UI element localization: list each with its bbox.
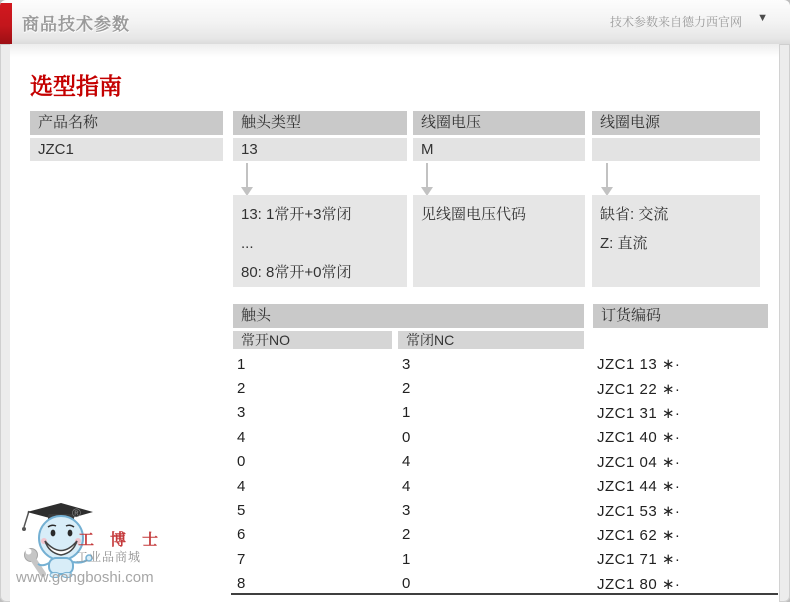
order-code: JZC1 44 ∗· bbox=[597, 478, 681, 496]
note-line: 80: 8常开+0常闭 bbox=[241, 264, 352, 281]
nc-count: 3 bbox=[402, 502, 411, 520]
brand-subtitle: 工业品商城 bbox=[76, 550, 142, 564]
table-row bbox=[233, 474, 778, 498]
table-row bbox=[233, 523, 778, 547]
order-code: JZC1 04 ∗· bbox=[597, 453, 681, 471]
value-coil-supply bbox=[592, 138, 760, 161]
note-line: ... bbox=[241, 235, 254, 252]
content-area bbox=[10, 44, 780, 602]
table-row bbox=[233, 352, 778, 376]
no-count: 0 bbox=[237, 453, 246, 471]
table-row bbox=[233, 450, 778, 474]
panel-title: 商品技术参数 bbox=[22, 15, 130, 34]
brand-url-link[interactable]: www.gongboshi.com bbox=[16, 569, 154, 586]
no-count: 6 bbox=[237, 526, 246, 544]
table-row bbox=[233, 498, 778, 522]
no-count: 4 bbox=[237, 477, 246, 495]
order-code: JZC1 80 ∗· bbox=[597, 575, 681, 593]
table-header-order-code: 订货编码 bbox=[593, 304, 768, 328]
nc-count: 2 bbox=[402, 526, 411, 544]
nc-count: 4 bbox=[402, 453, 411, 471]
nc-count: 2 bbox=[402, 380, 411, 398]
table-row bbox=[233, 401, 778, 425]
panel-header bbox=[0, 0, 790, 45]
no-count: 7 bbox=[237, 550, 246, 568]
red-accent-bar bbox=[0, 3, 12, 44]
order-code: JZC1 22 ∗· bbox=[597, 380, 681, 398]
order-code: JZC1 71 ∗· bbox=[597, 551, 681, 569]
note-line: 见线圈电压代码 bbox=[421, 206, 527, 223]
brand-name: 工 博 士 bbox=[78, 532, 165, 549]
value-coil-voltage: M bbox=[413, 138, 585, 161]
table-row bbox=[233, 547, 778, 571]
no-count: 3 bbox=[237, 404, 246, 422]
no-count: 4 bbox=[237, 428, 246, 446]
order-code: JZC1 62 ∗· bbox=[597, 526, 681, 544]
value-contact-type: 13 bbox=[233, 138, 407, 161]
table-row bbox=[233, 376, 778, 400]
order-code: JZC1 13 ∗· bbox=[597, 356, 681, 374]
note-coil-voltage bbox=[413, 195, 585, 287]
order-table-body bbox=[233, 352, 778, 596]
section-title: 选型指南 bbox=[30, 73, 122, 99]
no-count: 5 bbox=[237, 502, 246, 520]
note-line: 缺省: 交流 bbox=[600, 206, 669, 223]
note-line: 13: 1常开+3常闭 bbox=[241, 206, 352, 223]
order-code: JZC1 31 ∗· bbox=[597, 404, 681, 422]
registered-trademark-icon: ® bbox=[72, 506, 81, 520]
note-line: Z: 直流 bbox=[600, 235, 648, 252]
nc-count: 1 bbox=[402, 404, 411, 422]
nc-count: 0 bbox=[402, 575, 411, 593]
table-subheader-nc: 常闭NC bbox=[398, 331, 584, 349]
note-contact-type bbox=[233, 195, 407, 287]
down-arrow-icon bbox=[241, 163, 253, 196]
column-header-coil-voltage: 线圈电压 bbox=[413, 111, 585, 135]
source-note: 技术参数来自德力西官网 bbox=[609, 15, 742, 29]
column-header-product-name: 产品名称 bbox=[30, 111, 223, 135]
nc-count: 3 bbox=[402, 355, 411, 373]
table-subheader-no: 常开NO bbox=[233, 331, 392, 349]
nc-count: 1 bbox=[402, 550, 411, 568]
no-count: 1 bbox=[237, 355, 246, 373]
header-shadow bbox=[10, 44, 779, 57]
no-count: 2 bbox=[237, 380, 246, 398]
table-header-contacts: 触头 bbox=[233, 304, 584, 328]
value-product-name: JZC1 bbox=[30, 138, 223, 161]
down-arrow-icon bbox=[601, 163, 613, 196]
nc-count: 0 bbox=[402, 428, 411, 446]
table-row bbox=[233, 425, 778, 449]
note-coil-supply bbox=[592, 195, 760, 287]
chevron-down-icon[interactable]: ▼ bbox=[757, 12, 768, 24]
column-header-contact-type: 触头类型 bbox=[233, 111, 407, 135]
table-bottom-border bbox=[231, 593, 778, 595]
nc-count: 4 bbox=[402, 477, 411, 495]
order-code: JZC1 53 ∗· bbox=[597, 502, 681, 520]
no-count: 8 bbox=[237, 575, 246, 593]
down-arrow-icon bbox=[421, 163, 433, 196]
column-header-coil-supply: 线圈电源 bbox=[592, 111, 760, 135]
order-code: JZC1 40 ∗· bbox=[597, 429, 681, 447]
